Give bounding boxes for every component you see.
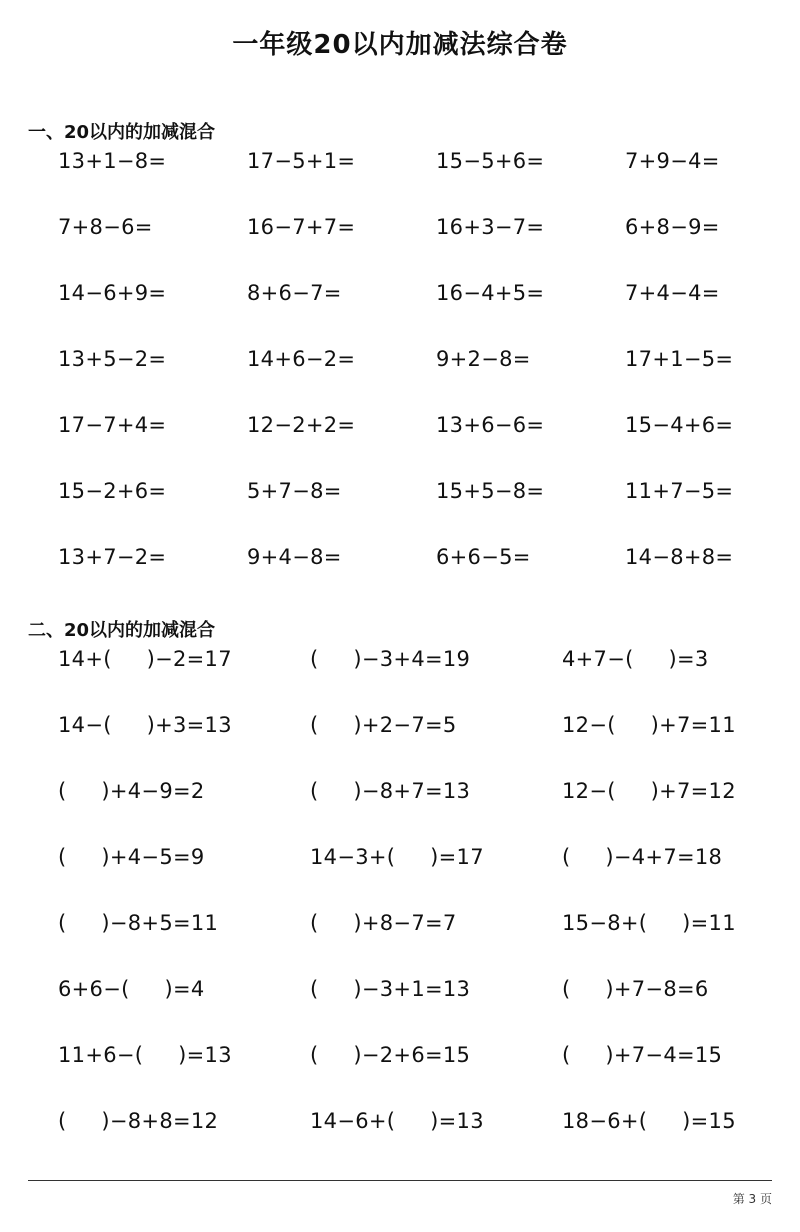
fill-in-blank-problem: ( )+4−9=2 [58, 779, 205, 803]
arithmetic-problem: 6+6−5= [436, 545, 531, 569]
fill-in-blank-problem: ( )−3+1=13 [310, 977, 471, 1001]
arithmetic-problem: 7+8−6= [58, 215, 153, 239]
fill-in-blank-problem: ( )+2−7=5 [310, 713, 457, 737]
arithmetic-problem: 6+8−9= [625, 215, 720, 239]
arithmetic-problem: 15−2+6= [58, 479, 167, 503]
section-2-heading: 二、20以内的加减混合 [28, 620, 216, 641]
problem-row [0, 260, 800, 326]
problem-row [0, 392, 800, 458]
problem-row [0, 692, 800, 758]
fill-in-blank-problem: 15−8+( )=11 [562, 911, 736, 935]
problem-row [0, 326, 800, 392]
problem-row [0, 458, 800, 524]
problem-row [0, 194, 800, 260]
problem-row [0, 1088, 800, 1154]
fill-in-blank-problem: ( )−3+4=19 [310, 647, 471, 671]
fill-in-blank-problem: ( )+7−4=15 [562, 1043, 723, 1067]
fill-in-blank-problem: 18−6+( )=15 [562, 1109, 736, 1133]
section-1-problem-grid [0, 128, 800, 590]
fill-in-blank-problem: ( )+7−8=6 [562, 977, 709, 1001]
arithmetic-problem: 13+1−8= [58, 149, 167, 173]
fill-in-blank-problem: 12−( )+7=12 [562, 779, 736, 803]
footer-divider [28, 1180, 772, 1181]
arithmetic-problem: 9+2−8= [436, 347, 531, 371]
problem-row [0, 758, 800, 824]
worksheet-title: 一年级20以内加减法综合卷 [232, 30, 568, 60]
arithmetic-problem: 9+4−8= [247, 545, 342, 569]
arithmetic-problem: 17−7+4= [58, 413, 167, 437]
arithmetic-problem: 11+7−5= [625, 479, 734, 503]
fill-in-blank-problem: 11+6−( )=13 [58, 1043, 232, 1067]
problem-row [0, 890, 800, 956]
problem-row [0, 626, 800, 692]
fill-in-blank-problem: 14−3+( )=17 [310, 845, 484, 869]
arithmetic-problem: 7+4−4= [625, 281, 720, 305]
section-1-heading: 一、20以内的加减混合 [28, 122, 216, 143]
fill-in-blank-problem: ( )−4+7=18 [562, 845, 723, 869]
fill-in-blank-problem: ( )+4−5=9 [58, 845, 205, 869]
arithmetic-problem: 15+5−8= [436, 479, 545, 503]
arithmetic-problem: 16+3−7= [436, 215, 545, 239]
arithmetic-problem: 5+7−8= [247, 479, 342, 503]
fill-in-blank-problem: 14−6+( )=13 [310, 1109, 484, 1133]
arithmetic-problem: 16−7+7= [247, 215, 356, 239]
fill-in-blank-problem: ( )−8+8=12 [58, 1109, 219, 1133]
arithmetic-problem: 15−4+6= [625, 413, 734, 437]
arithmetic-problem: 13+6−6= [436, 413, 545, 437]
arithmetic-problem: 8+6−7= [247, 281, 342, 305]
fill-in-blank-problem: ( )−8+5=11 [58, 911, 219, 935]
arithmetic-problem: 14−8+8= [625, 545, 734, 569]
arithmetic-problem: 15−5+6= [436, 149, 545, 173]
problem-row [0, 128, 800, 194]
fill-in-blank-problem: 6+6−( )=4 [58, 977, 205, 1001]
problem-row [0, 524, 800, 590]
arithmetic-problem: 7+9−4= [625, 149, 720, 173]
fill-in-blank-problem: 14+( )−2=17 [58, 647, 232, 671]
fill-in-blank-problem: ( )−2+6=15 [310, 1043, 471, 1067]
arithmetic-problem: 17−5+1= [247, 149, 356, 173]
arithmetic-problem: 16−4+5= [436, 281, 545, 305]
fill-in-blank-problem: 14−( )+3=13 [58, 713, 232, 737]
section-2-problem-grid [0, 626, 800, 1154]
page-number: 第 3 页 [732, 1192, 772, 1206]
problem-row [0, 1022, 800, 1088]
arithmetic-problem: 13+7−2= [58, 545, 167, 569]
arithmetic-problem: 14+6−2= [247, 347, 356, 371]
arithmetic-problem: 14−6+9= [58, 281, 167, 305]
fill-in-blank-problem: ( )−8+7=13 [310, 779, 471, 803]
problem-row [0, 824, 800, 890]
fill-in-blank-problem: ( )+8−7=7 [310, 911, 457, 935]
problem-row [0, 956, 800, 1022]
arithmetic-problem: 17+1−5= [625, 347, 734, 371]
fill-in-blank-problem: 12−( )+7=11 [562, 713, 736, 737]
arithmetic-problem: 12−2+2= [247, 413, 356, 437]
arithmetic-problem: 13+5−2= [58, 347, 167, 371]
fill-in-blank-problem: 4+7−( )=3 [562, 647, 709, 671]
